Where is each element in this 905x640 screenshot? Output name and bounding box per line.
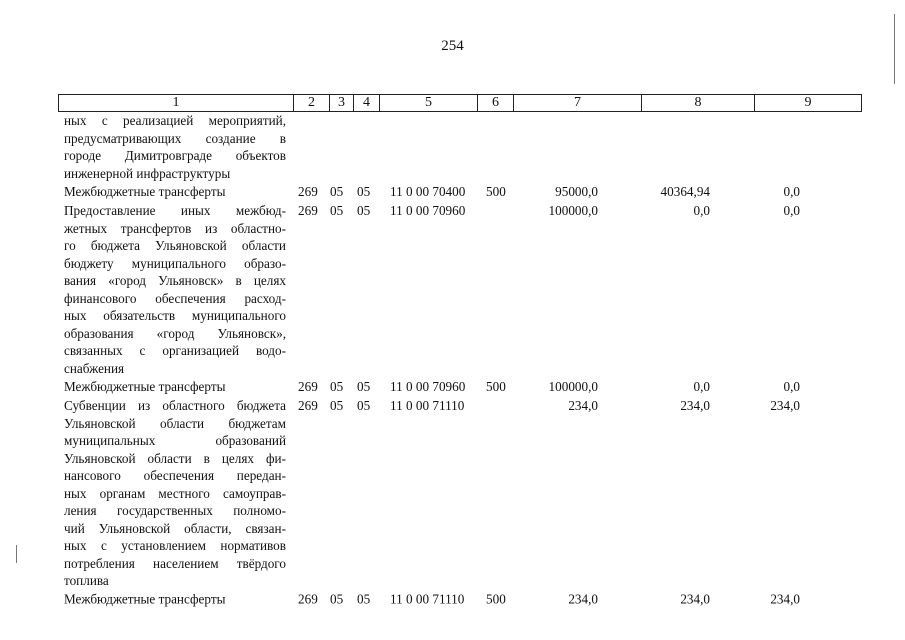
cell-col-5: 11 0 00 71110 <box>390 591 465 607</box>
description-line: Межбюджетные трансферты <box>64 591 226 607</box>
cell-col-3: 05 <box>330 202 344 218</box>
cell-col-2: 269 <box>298 397 318 413</box>
description-line: го бюджета Ульяновской области <box>64 237 286 253</box>
cell-col-4: 05 <box>357 591 371 607</box>
cell-col-9: 0,0 <box>783 184 800 200</box>
description-line: образования «город Ульяновск», <box>64 325 286 341</box>
cell-col-6: 500 <box>486 184 506 200</box>
page-number: 254 <box>441 38 464 54</box>
cell-col-7: 100000,0 <box>548 202 598 218</box>
header-cell-1: 1 <box>172 95 180 110</box>
cell-col-5: 11 0 00 71110 <box>390 397 465 413</box>
cell-col-7: 234,0 <box>568 591 598 607</box>
header-cell-2: 2 <box>293 95 329 111</box>
description-line: муниципальных образований <box>64 432 286 448</box>
row-description <box>64 183 286 201</box>
cell-col-3: 05 <box>330 184 344 200</box>
cell-col-4: 05 <box>357 184 371 200</box>
description-line: снабжения <box>64 360 125 376</box>
description-line: городе Димитровграде объектов <box>64 148 286 163</box>
cell-col-5: 11 0 00 70960 <box>390 202 466 218</box>
cell-col-9: 0,0 <box>783 379 800 395</box>
table-row <box>0 112 905 182</box>
description-line: связанных с организацией водо- <box>64 342 286 358</box>
row-description <box>64 591 286 609</box>
description-line: Ульяновской области бюджетам <box>64 415 286 431</box>
description-line: ления государственных полномо- <box>64 502 286 518</box>
description-line: нансового обеспечения передан- <box>64 467 286 483</box>
cell-col-7: 234,0 <box>568 397 598 413</box>
description-line: предусматривающих создание в <box>64 130 286 146</box>
cell-col-9: 0,0 <box>783 202 800 218</box>
row-description <box>64 112 286 182</box>
cell-col-3: 05 <box>330 591 344 607</box>
description-line: ных с реализацией мероприятий, <box>64 113 286 128</box>
cell-col-2: 269 <box>298 379 318 395</box>
header-cell-6: 6 <box>477 95 513 111</box>
description-line: топлива <box>64 572 109 588</box>
header-cell-9: 9 <box>754 95 861 111</box>
cell-col-5: 11 0 00 70400 <box>390 184 466 200</box>
row-description <box>64 397 286 590</box>
cell-col-3: 05 <box>330 379 344 395</box>
description-line: Предоставление иных межбюд- <box>64 202 286 218</box>
description-line: Межбюджетные трансферты <box>64 379 226 395</box>
header-cell-5: 5 <box>379 95 477 111</box>
description-line: финансового обеспечения расход- <box>64 290 286 306</box>
description-line: вания «город Ульяновск» в целях <box>64 272 286 288</box>
cell-col-8: 234,0 <box>680 591 710 607</box>
cell-col-7: 100000,0 <box>548 379 598 395</box>
table-row <box>0 591 905 609</box>
scan-margin-mark <box>16 545 17 563</box>
cell-col-6: 500 <box>486 591 506 607</box>
cell-col-2: 269 <box>298 591 318 607</box>
header-cell-3: 3 <box>329 95 353 111</box>
description-line: ных обязательств муниципального <box>64 307 286 323</box>
table-row <box>0 183 905 201</box>
cell-col-4: 05 <box>357 397 371 413</box>
row-description <box>64 378 286 396</box>
cell-col-9: 234,0 <box>770 591 800 607</box>
cell-col-8: 0,0 <box>693 202 710 218</box>
cell-col-4: 05 <box>357 202 371 218</box>
description-line: бюджету муниципального образо- <box>64 255 286 271</box>
header-cell-4: 4 <box>353 95 379 111</box>
cell-col-2: 269 <box>298 184 318 200</box>
description-line: жетных трансфертов из областно- <box>64 220 286 236</box>
cell-col-4: 05 <box>357 379 371 395</box>
description-line: чий Ульяновской области, связан- <box>64 520 286 536</box>
table-row <box>0 202 905 377</box>
table-header <box>58 94 862 112</box>
cell-col-8: 40364,94 <box>660 184 710 200</box>
cell-col-2: 269 <box>298 202 318 218</box>
description-line: Субвенции из областного бюджета <box>64 397 286 413</box>
description-line: потребления населением твёрдого <box>64 555 286 571</box>
cell-col-7: 95000,0 <box>555 184 598 200</box>
description-line: ных органам местного самоуправ- <box>64 485 286 501</box>
header-cell-7: 7 <box>513 95 641 111</box>
cell-col-5: 11 0 00 70960 <box>390 379 466 395</box>
cell-col-8: 234,0 <box>680 397 710 413</box>
cell-col-6: 500 <box>486 379 506 395</box>
cell-col-9: 234,0 <box>770 397 800 413</box>
cell-col-8: 0,0 <box>693 379 710 395</box>
description-line: ных с установлением нормативов <box>64 537 286 553</box>
description-line: Ульяновской области в целях фи- <box>64 450 286 466</box>
header-cell-8: 8 <box>641 95 754 111</box>
description-line: инженерной инфраструктуры <box>64 165 231 181</box>
description-line: Межбюджетные трансферты <box>64 184 226 200</box>
row-description <box>64 202 286 377</box>
cell-col-3: 05 <box>330 397 344 413</box>
table-row <box>0 378 905 396</box>
table-row <box>0 397 905 590</box>
scan-edge-mark <box>894 14 895 84</box>
